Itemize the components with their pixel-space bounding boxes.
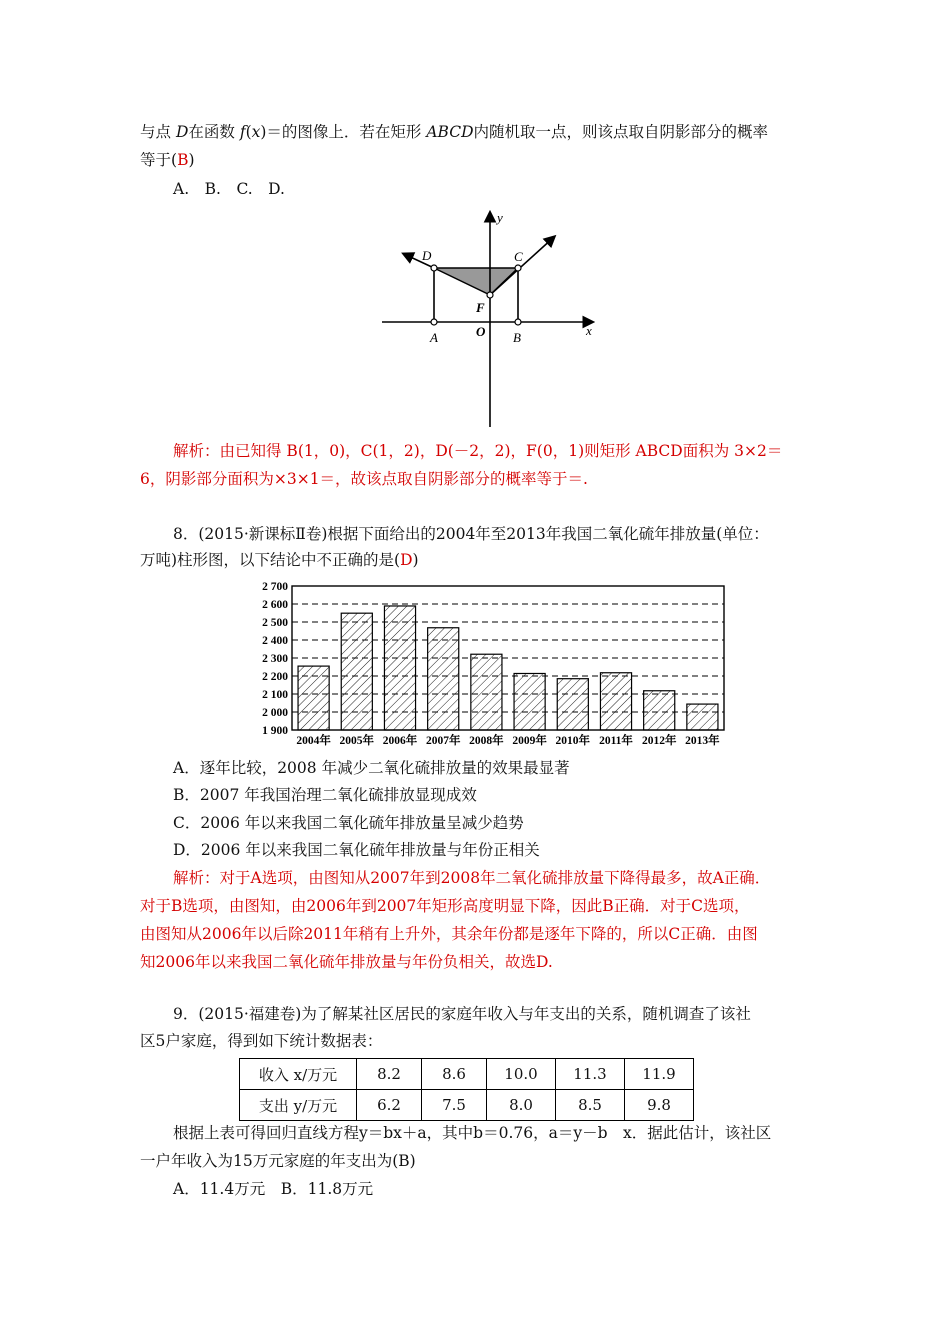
q9-after-line1: 根据上表可得回归直线方程y＝bx＋a，其中b＝0.76，a＝y－b x．据此估计，该社区	[173, 1124, 772, 1142]
bar-2010年	[557, 679, 588, 730]
q8-option-a: A．逐年比较，2008 年减少二氧化硫排放量的效果最显著	[173, 759, 570, 777]
bar-2006年	[384, 606, 415, 730]
bar-2004年	[298, 666, 329, 730]
q8-option-b: B．2007 年我国治理二氧化硫排放显现成效	[173, 786, 477, 804]
table-cell: 11.9	[625, 1059, 694, 1090]
label-x: x	[586, 323, 592, 338]
q9-stem-line2: 区5户家庭，得到如下统计数据表：	[140, 1032, 383, 1050]
label-f: F	[476, 300, 485, 315]
point-f	[487, 292, 493, 298]
table-cell: 10.0	[487, 1059, 556, 1090]
q7-figure	[380, 205, 600, 430]
table-cell: 9.8	[625, 1090, 694, 1121]
q7-analysis-line1: 解析：由已知得 B(1，0)，C(1，2)，D(－2，2)，F(0，1)则矩形 ABCD面积为 3×2＝	[173, 442, 783, 460]
q8-stem-line1: 8．(2015·新课标Ⅱ卷)根据下面给出的2004年至2013年我国二氧化硫年排放量(单位：	[173, 525, 769, 543]
table-cell: 8.2	[357, 1059, 422, 1090]
y-tick-label: 2 000	[262, 707, 288, 719]
point-b	[515, 319, 521, 325]
x-tick-label: 2008年	[469, 735, 504, 747]
bar-2009年	[514, 673, 545, 730]
x-tick-label: 2004年	[296, 735, 331, 747]
bar-2011年	[600, 673, 631, 730]
y-tick-label: 2 500	[262, 617, 288, 629]
x-tick-label: 2006年	[382, 735, 418, 747]
x-tick-label: 2012年	[641, 735, 677, 747]
bar-2007年	[428, 628, 459, 730]
y-tick-label: 2 200	[262, 671, 288, 683]
table-cell: 11.3	[556, 1059, 625, 1090]
label-c: C	[514, 249, 523, 264]
y-tick-label: 2 100	[262, 689, 288, 701]
label-y: y	[497, 210, 503, 225]
bar-2008年	[471, 654, 502, 730]
x-tick-label: 2013年	[685, 735, 720, 747]
y-tick-label: 1 900	[262, 725, 288, 737]
table-row	[240, 1059, 694, 1090]
table-cell: 8.0	[487, 1090, 556, 1121]
q8-bar-chart	[250, 576, 730, 752]
point-a	[431, 319, 437, 325]
x-tick-label: 2005年	[339, 735, 375, 747]
ray-right	[490, 237, 554, 295]
q8-analysis-line3: 由图知从2006年以后除2011年稍有上升外，其余年份都是逐年下降的，所以C正确．由图	[140, 925, 758, 943]
table-cell: 8.5	[556, 1090, 625, 1121]
q7-options: A. B. C. D.	[173, 180, 285, 198]
q8-analysis-line2: 对于B选项，由图知，由2006年到2007年矩形高度明显下降，因此B正确．对于C选项，	[140, 897, 750, 915]
y-tick-label: 2 300	[262, 653, 288, 665]
table-row-header: 收入 x/万元	[240, 1059, 357, 1090]
label-b: B	[513, 330, 521, 345]
table-cell: 8.6	[422, 1059, 487, 1090]
q8-analysis-line1: 解析：对于A选项，由图知从2007年到2008年二氧化硫排放量下降得最多，故A正确．	[173, 869, 771, 887]
table-cell: 6.2	[357, 1090, 422, 1121]
q8-answer: D	[400, 551, 413, 569]
y-tick-label: 2 700	[262, 581, 288, 593]
q8-stem-line2: 万吨)柱形图，以下结论中不正确的是(D)	[140, 551, 419, 569]
table-cell: 7.5	[422, 1090, 487, 1121]
q7-stem-line2: 等于(B)	[140, 151, 195, 169]
point-c	[515, 265, 521, 271]
y-tick-label: 2 400	[262, 635, 288, 647]
q8-analysis-line4: 知2006年以来我国二氧化硫年排放量与年份负相关，故选D.	[140, 953, 553, 971]
bar-2013年	[687, 704, 718, 730]
q8-option-d: D．2006 年以来我国二氧化硫年排放量与年份正相关	[173, 841, 540, 859]
label-o: O	[476, 324, 486, 339]
x-tick-label: 2010年	[555, 735, 591, 747]
q9-stem-line1: 9．(2015·福建卷)为了解某社区居民的家庭年收入与年支出的关系，随机调查了该社	[173, 1005, 751, 1023]
bar-2012年	[644, 691, 675, 730]
y-tick-label: 2 600	[262, 599, 288, 611]
x-tick-label: 2011年	[599, 735, 633, 747]
x-tick-label: 2007年	[425, 735, 461, 747]
table-row	[240, 1090, 694, 1121]
point-d	[431, 265, 437, 271]
q7-analysis-line2: 6，阴影部分面积为×3×1＝，故该点取自阴影部分的概率等于＝.	[140, 470, 588, 488]
table-row-header: 支出 y/万元	[240, 1090, 357, 1121]
q7-stem-line1: 与点 D在函数 f(x)＝的图像上．若在矩形 ABCD内随机取一点，则该点取自阴影部分的概率	[140, 123, 769, 141]
label-d: D	[422, 248, 432, 263]
q9-data-table	[239, 1058, 694, 1121]
bar-2005年	[341, 613, 372, 730]
x-tick-label: 2009年	[512, 735, 547, 747]
q7-answer: B	[177, 151, 189, 169]
label-a: A	[430, 330, 438, 345]
q8-option-c: C．2006 年以来我国二氧化硫年排放量呈减少趋势	[173, 814, 524, 832]
q9-after-line2: 一户年收入为15万元家庭的年支出为(B)	[140, 1152, 416, 1170]
q9-options: A．11.4万元 B．11.8万元	[173, 1180, 374, 1198]
